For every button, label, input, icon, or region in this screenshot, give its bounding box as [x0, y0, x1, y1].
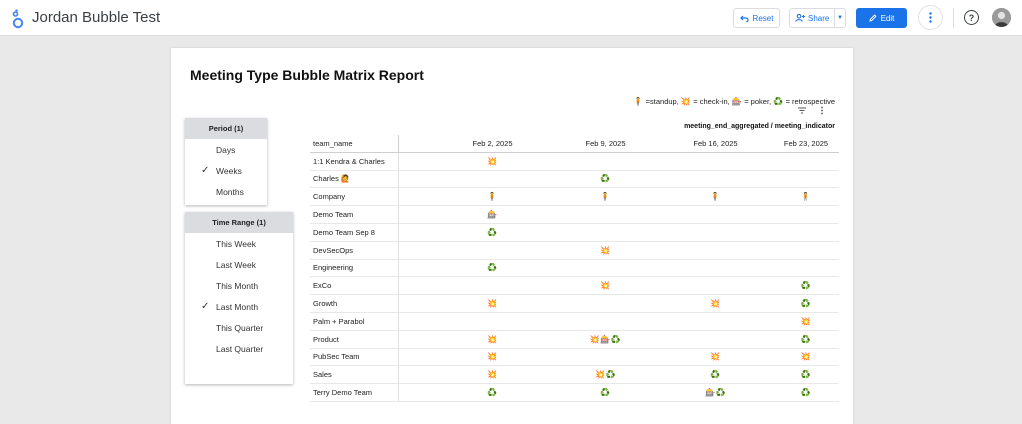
share-label: Share	[808, 13, 830, 23]
team-name-cell: Palm + Parabol	[313, 316, 365, 326]
table-row[interactable]	[310, 349, 839, 367]
column-divider	[398, 384, 399, 401]
meeting-cell: 🧍	[600, 192, 611, 202]
time-range-header[interactable]: Time Range (1)	[185, 212, 293, 233]
toolbar-divider	[953, 8, 954, 28]
share-button[interactable]	[789, 8, 846, 28]
range-option-last-month[interactable]	[185, 296, 293, 317]
period-control-header[interactable]: Period (1)	[185, 118, 267, 139]
edit-label: Edit	[880, 13, 895, 23]
meeting-cell	[776, 206, 836, 223]
team-name-cell: Company	[313, 192, 346, 202]
checkin-legend-text: = check-in,	[693, 97, 730, 106]
meeting-cell	[776, 224, 836, 241]
column-divider	[398, 277, 399, 294]
chart-more-icon[interactable]	[821, 107, 823, 115]
meeting-cell	[673, 224, 758, 241]
meeting-cell: 💥	[487, 370, 498, 380]
meeting-cell: ♻️	[487, 263, 498, 273]
poker-legend-text: = poker,	[744, 97, 772, 106]
column-divider	[398, 349, 399, 366]
meeting-cell: ♻️	[487, 388, 498, 398]
meeting-cell	[563, 260, 648, 277]
user-photo-icon	[992, 8, 1011, 27]
meeting-cell: ♻️	[800, 370, 812, 380]
table-row[interactable]	[310, 242, 839, 260]
retro-emoji: ♻️	[773, 97, 784, 106]
meeting-cell	[673, 313, 758, 330]
meeting-cell: 🧍	[487, 192, 498, 202]
range-option-label: Last Quarter	[216, 343, 264, 354]
meeting-cell	[673, 242, 758, 259]
period-option-days[interactable]	[185, 139, 267, 160]
meeting-cell: ♻️	[600, 174, 611, 184]
column-divider	[398, 295, 399, 312]
range-option-label: This Quarter	[216, 322, 264, 333]
report-canvas	[171, 48, 853, 424]
meeting-cell	[450, 277, 535, 294]
team-name-cell: 1:1 Kendra & Charles	[313, 156, 385, 166]
table-row[interactable]	[310, 206, 839, 224]
meeting-cell	[450, 313, 535, 330]
meeting-cell	[673, 153, 758, 170]
reset-label: Reset	[752, 13, 774, 23]
meeting-cell: 🧍	[800, 192, 812, 202]
team-name-cell: Demo Team Sep 8	[313, 227, 375, 237]
edit-button[interactable]	[856, 8, 907, 28]
bubble-matrix-table	[310, 135, 839, 402]
report-name[interactable]: Jordan Bubble Test	[32, 9, 161, 26]
period-control	[185, 118, 267, 205]
help-symbol: ?	[968, 12, 975, 23]
meeting-cell: ♻️	[800, 299, 812, 309]
meeting-cell: ♻️	[800, 281, 812, 291]
meeting-cell	[776, 171, 836, 188]
range-option-label: Last Week	[216, 259, 257, 270]
meeting-cell: 💥🎰♻️	[589, 334, 622, 344]
caret-down-icon: ▼	[837, 15, 843, 21]
team-name-cell: Sales	[313, 370, 332, 380]
meeting-cell	[776, 153, 836, 170]
page-gutter	[0, 36, 171, 424]
table-row[interactable]	[310, 313, 839, 331]
meeting-cell: 💥	[800, 316, 812, 326]
table-row[interactable]	[310, 188, 839, 206]
table-row[interactable]	[310, 384, 839, 402]
checkmark-icon: ✓	[201, 301, 210, 312]
column-divider	[398, 260, 399, 277]
column-divider	[398, 188, 399, 205]
range-option-last-quarter[interactable]	[185, 338, 293, 359]
row-dimension-header[interactable]: team_name	[313, 138, 353, 148]
pencil-icon	[869, 14, 877, 22]
meeting-cell: ♻️	[487, 227, 498, 237]
meeting-cell: ♻️	[800, 334, 812, 344]
page-title: Meeting Type Bubble Matrix Report	[190, 67, 424, 83]
meeting-cell	[563, 153, 648, 170]
range-option-this-quarter[interactable]	[185, 317, 293, 338]
meeting-cell: 💥	[600, 245, 611, 255]
column-divider	[398, 224, 399, 241]
filter-icon[interactable]	[798, 108, 806, 113]
period-option-label: Weeks	[216, 165, 242, 176]
measure-title: meeting_end_aggregated / meeting_indicator	[684, 123, 835, 130]
table-row[interactable]	[310, 295, 839, 313]
period-option-label: Months	[216, 186, 244, 197]
range-option-last-week[interactable]	[185, 254, 293, 275]
meeting-cell: 💥	[800, 352, 812, 362]
team-name-cell: Terry Demo Team	[313, 388, 373, 398]
column-divider	[398, 171, 399, 188]
column-header[interactable]: Feb 16, 2025	[693, 138, 738, 148]
checkmark-icon: ✓	[201, 165, 210, 176]
chart-tools	[797, 106, 829, 115]
column-divider	[398, 366, 399, 383]
retro-legend-text: = retrospective	[785, 97, 835, 106]
team-name-cell: PubSec Team	[313, 352, 360, 362]
table-row[interactable]	[310, 171, 839, 189]
meeting-cell	[563, 295, 648, 312]
team-name-cell: Demo Team	[313, 210, 354, 220]
standup-emoji: 🧍	[633, 97, 644, 106]
team-name-cell: Charles 🙋	[313, 174, 351, 184]
meeting-cell	[563, 313, 648, 330]
meeting-cell: 💥	[487, 334, 498, 344]
column-header[interactable]: Feb 9, 2025	[585, 138, 626, 148]
meeting-cell: ♻️	[600, 388, 611, 398]
range-option-label: Last Month	[216, 301, 259, 312]
period-option-months[interactable]	[185, 181, 267, 202]
column-header[interactable]: Feb 23, 2025	[783, 138, 829, 148]
team-name-cell: Product	[313, 334, 339, 344]
meeting-cell: 💥	[710, 352, 721, 362]
more-vert-icon	[929, 12, 932, 23]
table-row[interactable]	[310, 277, 839, 295]
meeting-cell	[776, 242, 836, 259]
meeting-cell	[673, 206, 758, 223]
more-options-button[interactable]	[918, 5, 943, 30]
emoji-legend	[633, 97, 835, 106]
meeting-cell	[673, 331, 758, 348]
meeting-cell	[563, 349, 648, 366]
meeting-cell: 💥♻️	[595, 370, 616, 380]
table-header-row	[310, 135, 839, 153]
column-header[interactable]: Feb 2, 2025	[472, 138, 513, 148]
meeting-cell	[776, 260, 836, 277]
column-divider	[398, 331, 399, 348]
meeting-cell: 💥	[487, 299, 498, 309]
undo-icon	[740, 15, 749, 22]
meeting-cell: 💥	[487, 352, 498, 362]
meeting-cell	[673, 260, 758, 277]
table-row[interactable]	[310, 260, 839, 278]
period-option-weeks[interactable]	[185, 160, 267, 181]
meeting-cell: ♻️	[800, 388, 812, 398]
column-divider	[398, 153, 399, 170]
time-range-control	[185, 212, 293, 384]
column-divider	[398, 135, 399, 152]
help-icon[interactable]	[964, 10, 979, 25]
meeting-cell: 🧍	[710, 192, 721, 202]
range-option-label: This Month	[216, 280, 259, 291]
meeting-cell	[563, 224, 648, 241]
meeting-cell	[450, 171, 535, 188]
column-divider	[398, 242, 399, 259]
team-name-cell: Growth	[313, 299, 338, 309]
range-option-this-week[interactable]	[185, 233, 293, 254]
meeting-cell: 💥	[487, 156, 498, 166]
checkin-emoji: 💥	[680, 97, 692, 106]
standup-legend-text: =standup,	[645, 97, 679, 106]
top-bar	[0, 0, 1022, 36]
meeting-cell	[673, 277, 758, 294]
reset-button[interactable]	[733, 8, 780, 28]
meeting-cell: ♻️	[710, 370, 721, 380]
meeting-cell	[563, 206, 648, 223]
column-divider	[398, 313, 399, 330]
table-row[interactable]	[310, 224, 839, 242]
team-name-cell: ExCo	[313, 281, 332, 291]
meeting-cell: 🎰♻️	[705, 388, 726, 398]
meeting-cell: 💥	[600, 281, 611, 291]
column-divider	[398, 206, 399, 223]
team-name-cell: DevSecOps	[313, 245, 354, 255]
add-person-icon	[795, 14, 805, 22]
range-option-label: This Week	[216, 238, 256, 249]
period-option-label: Days	[216, 144, 236, 155]
avatar[interactable]	[992, 8, 1011, 27]
meeting-cell: 🎰	[487, 210, 498, 220]
range-option-this-month[interactable]	[185, 275, 293, 296]
share-dropdown-toggle[interactable]	[834, 9, 845, 27]
team-name-cell: Engineering	[313, 263, 354, 273]
table-row[interactable]	[310, 153, 839, 171]
table-row[interactable]	[310, 331, 839, 349]
looker-studio-logo-icon	[11, 9, 25, 29]
meeting-cell	[673, 171, 758, 188]
table-row[interactable]	[310, 366, 839, 384]
meeting-cell	[450, 242, 535, 259]
poker-emoji: 🎰	[731, 97, 743, 106]
meeting-cell: 💥	[710, 299, 721, 309]
